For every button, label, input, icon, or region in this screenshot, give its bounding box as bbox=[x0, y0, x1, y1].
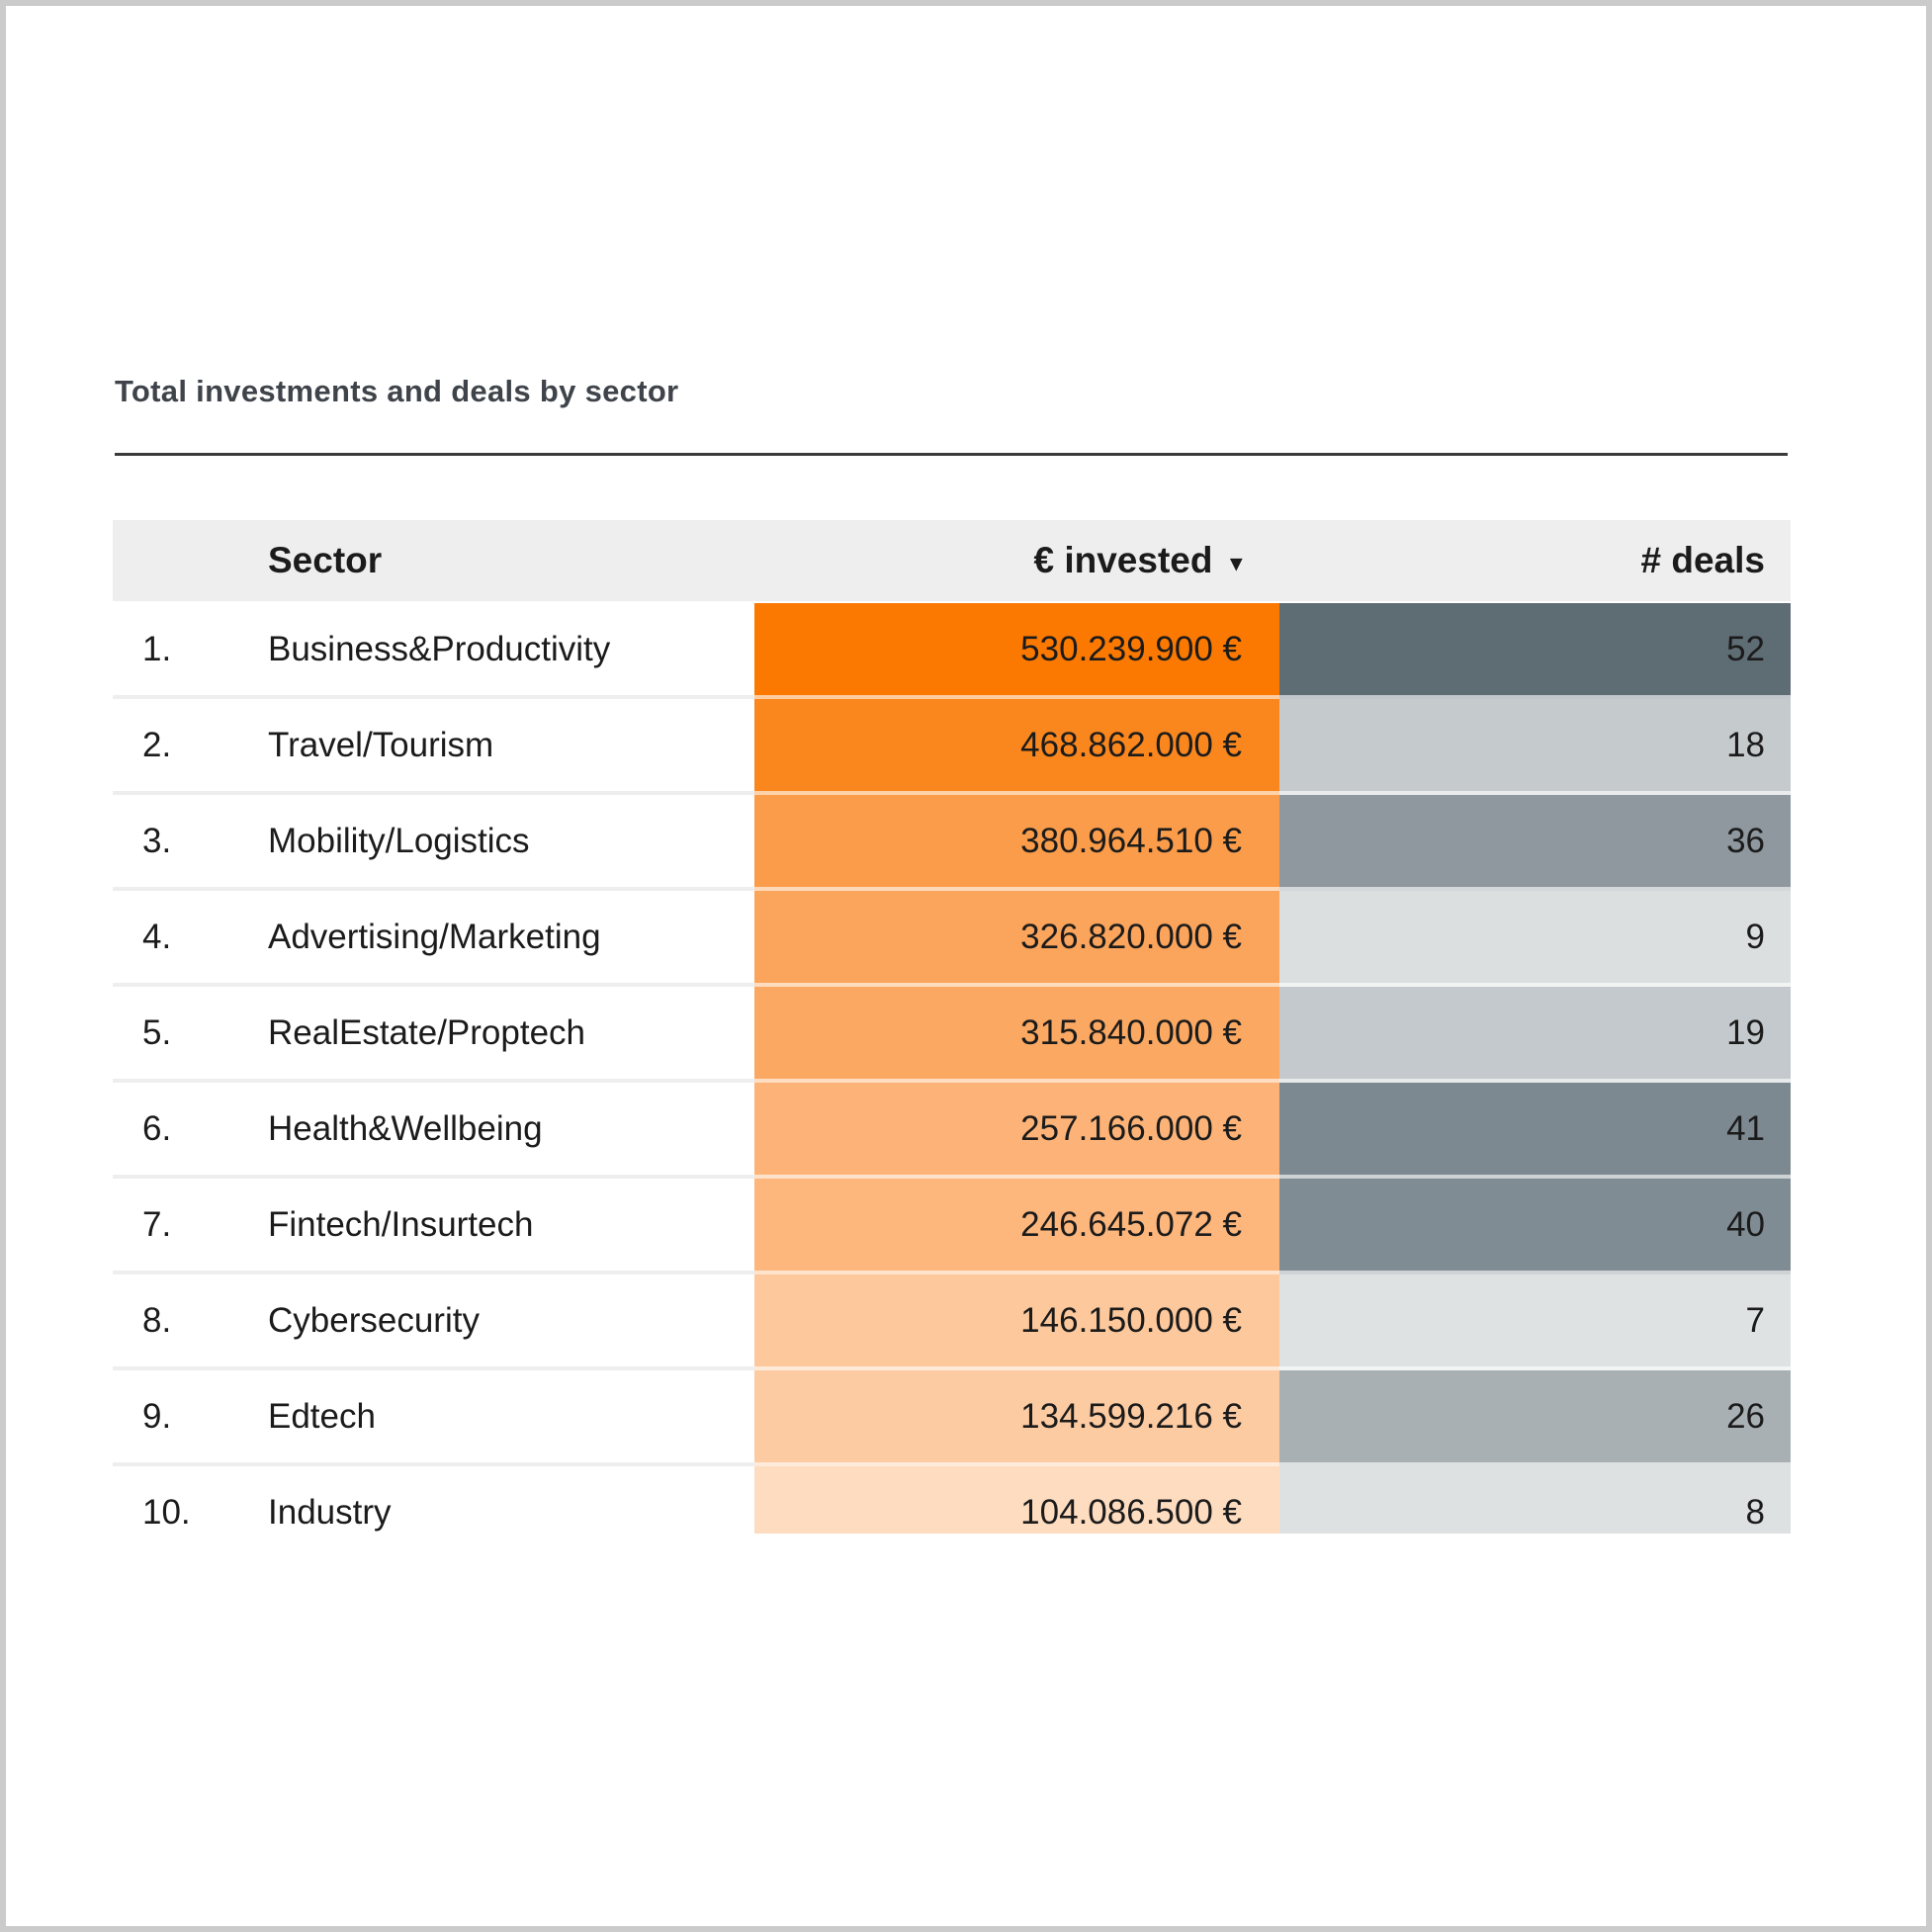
deals-cell: 18 bbox=[1279, 699, 1791, 795]
invested-cell: 468.862.000 € bbox=[754, 699, 1279, 795]
sector-cell: RealEstate/Proptech bbox=[268, 987, 754, 1083]
sort-desc-icon: ▾ bbox=[1230, 549, 1242, 575]
sector-cell: Fintech/Insurtech bbox=[268, 1179, 754, 1274]
column-header-deals bbox=[1279, 520, 1791, 601]
deals-cell: 7 bbox=[1279, 1274, 1791, 1370]
invested-cell: 530.239.900 € bbox=[754, 603, 1279, 699]
deals-cell: 9 bbox=[1279, 891, 1791, 987]
invested-cell: 315.840.000 € bbox=[754, 987, 1279, 1083]
deals-cell: 26 bbox=[1279, 1370, 1791, 1466]
rank-cell: 3. bbox=[113, 795, 268, 891]
sector-cell: Health&Wellbeing bbox=[268, 1083, 754, 1179]
sector-cell: Advertising/Marketing bbox=[268, 891, 754, 987]
invested-cell: 134.599.216 € bbox=[754, 1370, 1279, 1466]
title-divider bbox=[115, 453, 1788, 456]
sector-cell: Industry bbox=[268, 1466, 754, 1534]
table-row bbox=[113, 1370, 1791, 1466]
table-row bbox=[113, 699, 1791, 795]
column-header-sector-label: Sector bbox=[268, 540, 383, 580]
table-row bbox=[113, 1083, 1791, 1179]
rank-cell: 8. bbox=[113, 1274, 268, 1370]
table-row bbox=[113, 1179, 1791, 1274]
sector-cell: Edtech bbox=[268, 1370, 754, 1466]
table-row bbox=[113, 603, 1791, 699]
table-row bbox=[113, 987, 1791, 1083]
column-header-invested-label: € invested bbox=[1033, 540, 1213, 580]
rank-cell: 4. bbox=[113, 891, 268, 987]
invested-cell: 380.964.510 € bbox=[754, 795, 1279, 891]
rank-cell: 9. bbox=[113, 1370, 268, 1466]
chart-title: Total investments and deals by sector bbox=[115, 374, 679, 408]
invested-cell: 246.645.072 € bbox=[754, 1179, 1279, 1274]
rank-cell: 6. bbox=[113, 1083, 268, 1179]
sector-cell: Mobility/Logistics bbox=[268, 795, 754, 891]
column-header-deals-label: # deals bbox=[1640, 540, 1765, 580]
deals-cell: 40 bbox=[1279, 1179, 1791, 1274]
sector-investments-table bbox=[113, 520, 1791, 1534]
rank-cell: 7. bbox=[113, 1179, 268, 1274]
rank-cell: 1. bbox=[113, 603, 268, 699]
column-header-invested[interactable] bbox=[754, 520, 1279, 601]
table-row bbox=[113, 891, 1791, 987]
invested-cell: 146.150.000 € bbox=[754, 1274, 1279, 1370]
deals-cell: 41 bbox=[1279, 1083, 1791, 1179]
sector-cell: Business&Productivity bbox=[268, 603, 754, 699]
table-row bbox=[113, 1466, 1791, 1534]
rank-cell: 10. bbox=[113, 1466, 268, 1534]
table-row bbox=[113, 1274, 1791, 1370]
column-header-sector bbox=[268, 520, 754, 601]
table-row bbox=[113, 795, 1791, 891]
sector-cell: Cybersecurity bbox=[268, 1274, 754, 1370]
invested-cell: 104.086.500 € bbox=[754, 1466, 1279, 1534]
table-header-row bbox=[113, 520, 1791, 603]
deals-cell: 8 bbox=[1279, 1466, 1791, 1534]
rank-cell: 2. bbox=[113, 699, 268, 795]
deals-cell: 19 bbox=[1279, 987, 1791, 1083]
invested-cell: 326.820.000 € bbox=[754, 891, 1279, 987]
sector-cell: Travel/Tourism bbox=[268, 699, 754, 795]
rank-cell: 5. bbox=[113, 987, 268, 1083]
deals-cell: 36 bbox=[1279, 795, 1791, 891]
invested-cell: 257.166.000 € bbox=[754, 1083, 1279, 1179]
deals-cell: 52 bbox=[1279, 603, 1791, 699]
